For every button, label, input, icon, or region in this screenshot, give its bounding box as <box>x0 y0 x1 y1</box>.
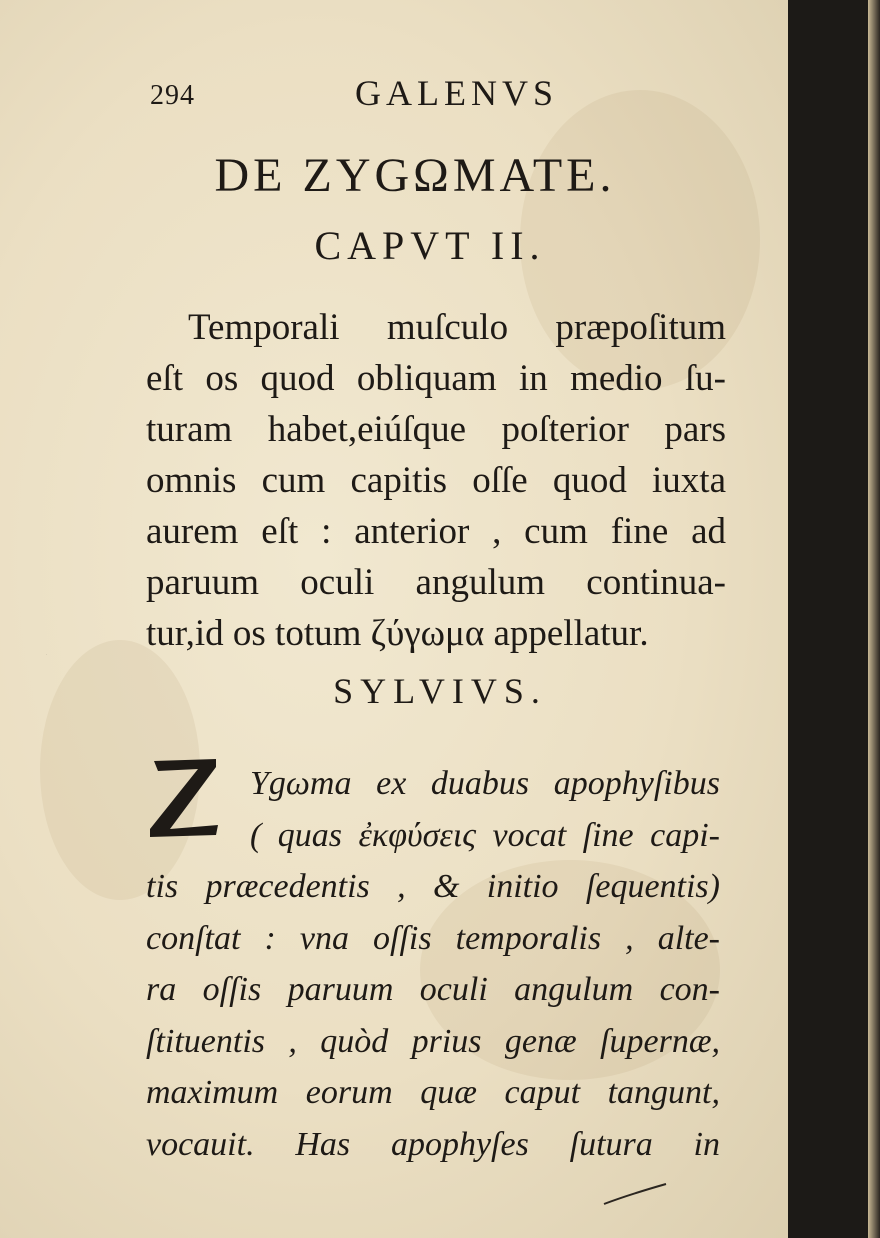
commentary-line: ra oſſis paruum oculi angulum con- <box>146 971 720 1008</box>
pen-stroke-mark <box>600 1180 670 1210</box>
commentary-line: ( quas ἐκφύσεις vocat ſine capi- <box>250 816 720 854</box>
commentator-heading: SYLVIVS. <box>333 671 547 711</box>
main-text-line: eſt os quod obliquam in medio ſu- <box>146 358 726 399</box>
section-title: DE ZYGΩMATE. <box>214 149 616 202</box>
commentary-text <box>146 758 720 1170</box>
commentary-line: vocauit. Has apophyſes ſutura in <box>146 1125 720 1163</box>
page-number: 294 <box>150 80 195 111</box>
commentary-line: maximum eorum quæ caput tangunt, <box>146 1074 720 1111</box>
main-text-line: omnis cum capitis oſſe quod iuxta <box>146 460 726 501</box>
chapter-heading: CAPVT II. <box>314 223 546 268</box>
main-text-line: aurem eſt : anterior , cum fine ad <box>146 511 726 552</box>
commentary-line: Ygωma ex duabus apophyſibus <box>250 765 720 802</box>
drop-cap-letter: Z <box>46 655 47 656</box>
commentary-line: ſtituentis , quòd prius genæ ſupernæ, <box>146 1022 720 1060</box>
running-head <box>0 68 788 118</box>
page-edge-shadow <box>868 0 880 1238</box>
main-text-line: turam habet,eiúſque poſterior pars <box>146 409 726 450</box>
commentary-line: conſtat : vna oſſis temporalis , alte- <box>146 919 720 957</box>
commentary-line: tis præcedentis , & initio ſequentis) <box>146 868 720 905</box>
main-text-line: Temporali muſculo præpoſitum <box>188 307 726 348</box>
main-text <box>146 302 726 659</box>
main-text-line: tur,id os totum ζύγωμα appellatur. <box>146 613 649 654</box>
main-text-line: paruum oculi angulum continua- <box>146 562 726 603</box>
running-title: GALENVS <box>355 73 558 113</box>
